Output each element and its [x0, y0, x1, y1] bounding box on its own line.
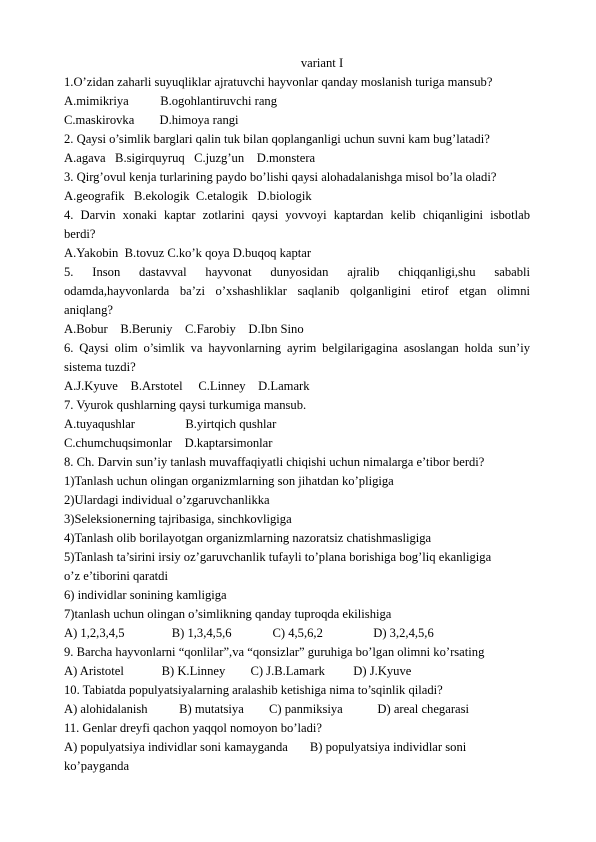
variant-title: variant I [300, 56, 344, 70]
question-11-text: 11. Genlar dreyfi qachon yaqqol nomoyon bo’ladi? [64, 721, 322, 735]
question-8-item: 6) individlar sonining kamligiga [64, 588, 227, 602]
question-6-text-line-1: 6. Qaysi olim o’simlik va hayvonlarning ayrim belgilarigagina asoslangan holda sun’iy [64, 341, 530, 355]
question-2-text: 2. Qaysi o’simlik barglari qalin tuk bilan qoplanganligi uchun suvni kam bug’latadi? [64, 132, 490, 146]
question-8-text: 8. Ch. Darvin sun’iy tanlash muvaffaqiyatli chiqishi uchun nimalarga e’tibor berdi? [64, 455, 485, 469]
question-8-item: o’z e’tiborini qaratdi [64, 569, 168, 583]
question-8-item: 7)tanlash uchun olingan o’simlikning qanday tuproqda ekilishiga [64, 607, 392, 621]
question-7-options-c-d: C.chumchuqsimonlar D.kaptarsimonlar [64, 436, 273, 450]
question-2-options: A.agava B.sigirquyruq C.juzg’un D.monstera [64, 151, 316, 165]
question-7-options-a-b: A.tuyaqushlar B.yirtqich qushlar [64, 417, 277, 431]
question-5-text-line-1: 5. Inson dastavval hayvonat dunyosidan ajralib chiqqanligi,shu sababli [64, 265, 530, 279]
question-4-text-line-2: berdi? [64, 227, 96, 241]
question-8-item: 3)Seleksionerning tajribasiga, sinchkovligiga [64, 512, 292, 526]
question-8-item: 1)Tanlash uchun olingan organizmlarning son jihatdan ko’pligiga [64, 474, 394, 488]
question-1-options-a-b: A.mimikriya B.ogohlantiruvchi rang [64, 94, 278, 108]
question-3-text: 3. Qirg’ovul kenja turlarining paydo bo’lishi qaysi alohadalanishga misol bo’la oladi? [64, 170, 497, 184]
question-9-text: 9. Barcha hayvonlarni “qonlilar”,va “qonsizlar” guruhiga bo’lgan olimni ko’rsating [64, 645, 485, 659]
question-5-text-line-2: odamda,hayvonlarda ba’zi o’xshashliklar saqlanib qolganligini etirof etgan olimni [64, 284, 530, 298]
question-10-text: 10. Tabiatda populyatsiyalarning aralashib ketishiga nima to’sqinlik qiladi? [64, 683, 443, 697]
question-8-item: 4)Tanlash olib borilayotgan organizmlarning nazoratsiz chatishmasligiga [64, 531, 432, 545]
question-4-text-line-1: 4. Darvin xonaki kaptar zotlarini qaysi yovvoyi kaptardan kelib chiqanligini isbotlab [64, 208, 530, 222]
question-8-item: 2)Ulardagi individual o’zgaruvchanlikka [64, 493, 270, 507]
question-9-options: A) Aristotel B) K.Linney C) J.B.Lamark D) J.Kyuve [64, 664, 412, 678]
question-1-options-c-d: C.maskirovka D.himoya rangi [64, 113, 239, 127]
question-3-options: A.geografik B.ekologik C.etalogik D.biologik [64, 189, 312, 203]
question-8-item: 5)Tanlash ta’sirini irsiy oz’garuvchanlik tufayli to’plana borishiga bog’liq ekanligiga [64, 550, 492, 564]
question-11-options-line-2: ko’payganda [64, 759, 130, 773]
question-1-text: 1.O’zidan zaharli suyuqliklar ajratuvchi hayvonlar qanday moslanish turiga mansub? [64, 75, 493, 89]
question-5-text-line-3: aniqlang? [64, 303, 113, 317]
question-list [64, 73, 530, 776]
question-6-options: A.J.Kyuve B.Arstotel C.Linney D.Lamark [64, 379, 310, 393]
question-11-options-line-1: A) populyatsiya individlar soni kamayganda B) populyatsiya individlar soni [64, 740, 467, 754]
question-7-text: 7. Vyurok qushlarning qaysi turkumiga mansub. [64, 398, 307, 412]
question-5-options: A.Bobur B.Beruniy C.Farobiy D.Ibn Sino [64, 322, 304, 336]
question-4-options: A.Yakobin B.tovuz C.ko’k qoya D.buqoq kaptar [64, 246, 312, 260]
question-10-options: A) alohidalanish B) mutatsiya C) panmiksiya D) areal chegarasi [64, 702, 469, 716]
question-8-options: A) 1,2,3,4,5 B) 1,3,4,5,6 C) 4,5,6,2 D) 3,2,4,5,6 [64, 626, 434, 640]
question-6-text-line-2: sistema tuzdi? [64, 360, 136, 374]
